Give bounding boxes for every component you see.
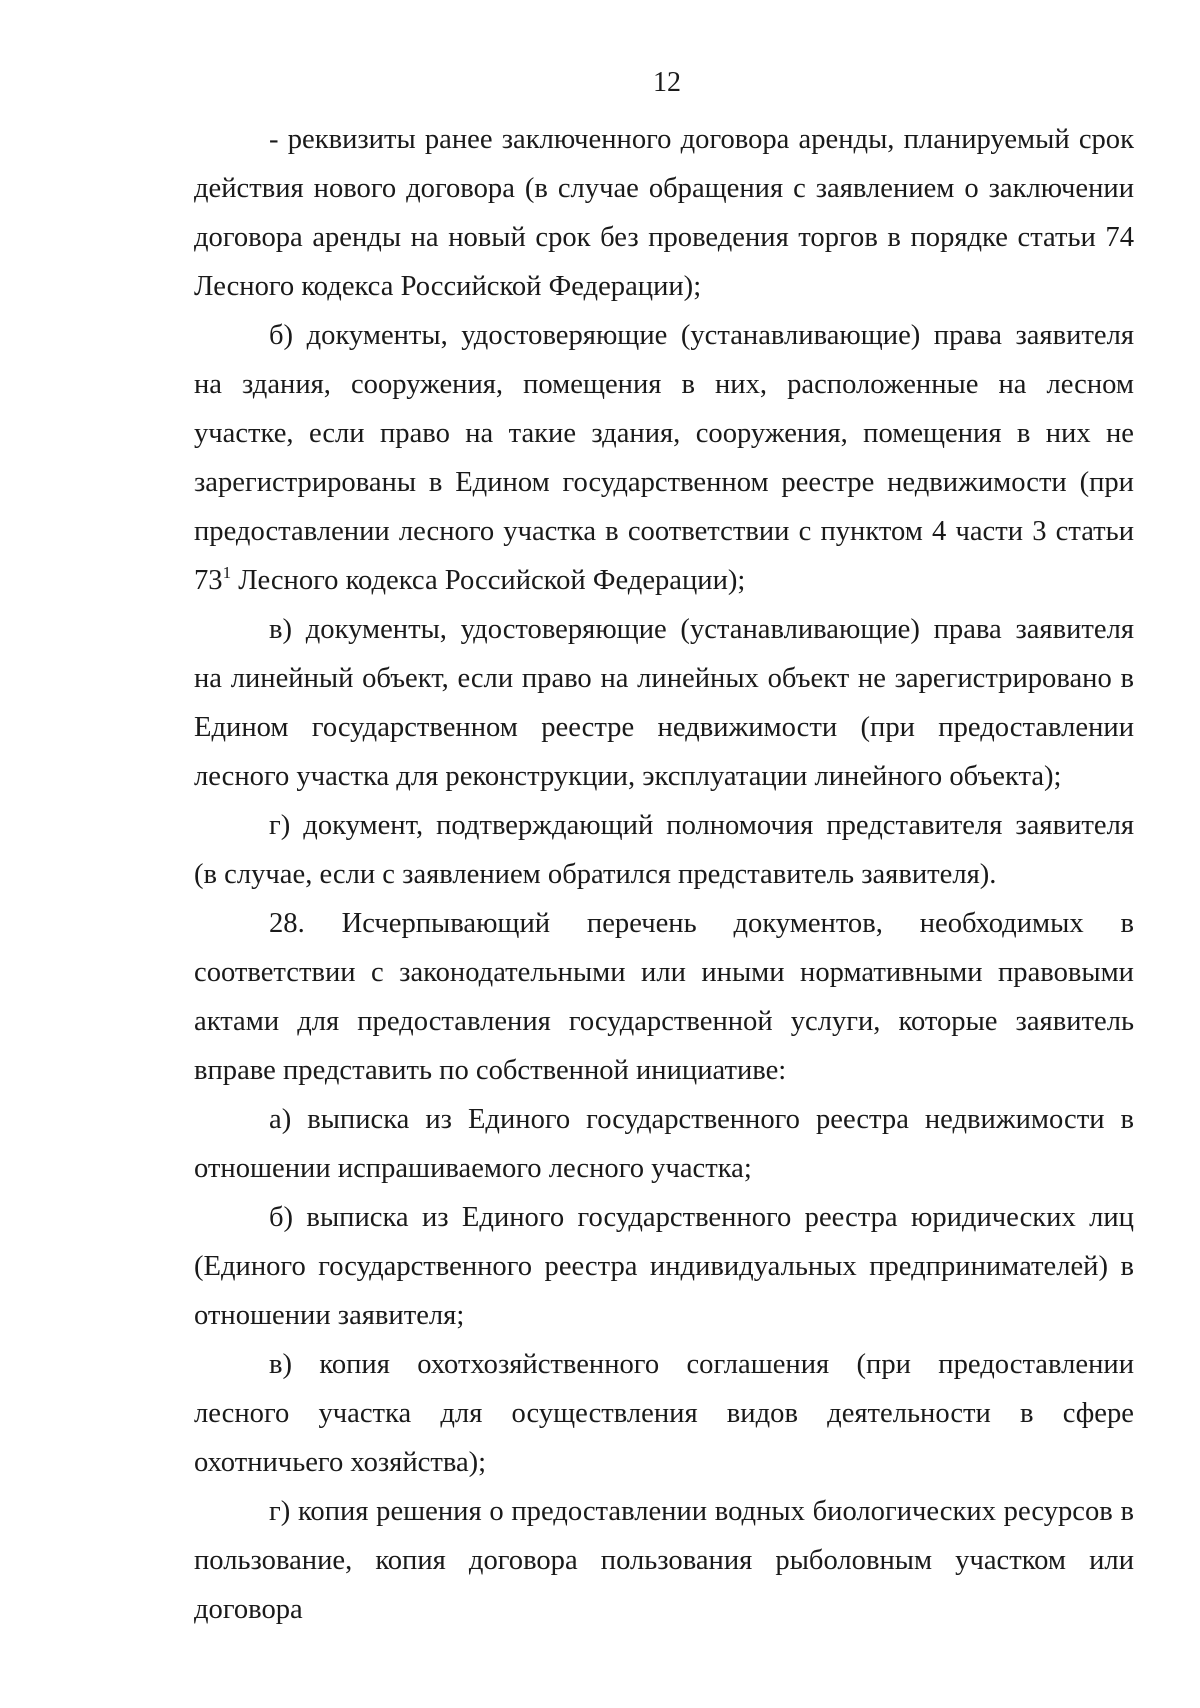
paragraph-legal-entities-extract	[194, 1193, 1134, 1340]
paragraph-text: г) копия решения о предоставлении водных биологических ресурсов в пользование, копия договора пользования рыболовным участком или договора	[194, 1496, 1134, 1625]
paragraph-text: а) выписка из Единого государственного реестра недвижимости в отношении испрашиваемого лесного участка;	[194, 1104, 1134, 1184]
page-number: 12	[653, 67, 681, 98]
paragraph-text: б) выписка из Единого государственного реестра юридических лиц (Единого государственного реестра индивидуальных предпринимателей) в отношении заявителя;	[194, 1202, 1134, 1331]
paragraph-text: 28. Исчерпывающий перечень документов, необходимых в соответствии с законодательными или иными нормативными правовыми актами для предоставления государственной услуги, которые заявитель вправе представить по собственной инициативе:	[194, 908, 1134, 1086]
paragraph-text: б) документы, удостоверяющие (устанавливающие) права заявителя на здания, сооружения, помещения в них, расположенные на лесном участке, если право на такие здания, сооружения, помещения в них не зарегистрированы в Едином государственном реестре недвижимости (при предоставлении лесного участка в соответствии с пунктом 4 части 3 статьи 73	[194, 320, 1134, 596]
paragraph-text: - реквизиты ранее заключенного договора аренды, планируемый срок действия нового договора (в случае обращения с заявлением о заключении договора аренды на новый срок без проведения торгов в порядке статьи 74 Лесного кодекса Российской Федерации);	[194, 124, 1134, 302]
paragraph-lease-details	[194, 115, 1134, 311]
paragraph-representative-authority	[194, 801, 1134, 899]
paragraph-text: в) документы, удостоверяющие (устанавливающие) права заявителя на линейный объект, если право на линейных объект не зарегистрировано в Едином государственном реестре недвижимости (при предоставлении лесного участка для реконструкции, эксплуатации линейного объекта);	[194, 614, 1134, 792]
document-body	[194, 115, 1134, 1634]
superscript-mark: 1	[222, 563, 232, 582]
paragraph-real-estate-extract	[194, 1095, 1134, 1193]
paragraph-text: в) копия охотхозяйственного соглашения (при предоставлении лесного участка для осуществления видов деятельности в сфере охотничьего хозяйства);	[194, 1349, 1134, 1478]
paragraph-linear-object-rights	[194, 605, 1134, 801]
paragraph-water-resources	[194, 1487, 1134, 1634]
paragraph-hunting-agreement	[194, 1340, 1134, 1487]
paragraph-text: г) документ, подтверждающий полномочия представителя заявителя (в случае, если с заявлением обратился представитель заявителя).	[194, 810, 1134, 890]
paragraph-building-rights	[194, 311, 1134, 605]
paragraph-text-continued: Лесного кодекса Российской Федерации);	[231, 565, 746, 596]
paragraph-item-28	[194, 899, 1134, 1095]
